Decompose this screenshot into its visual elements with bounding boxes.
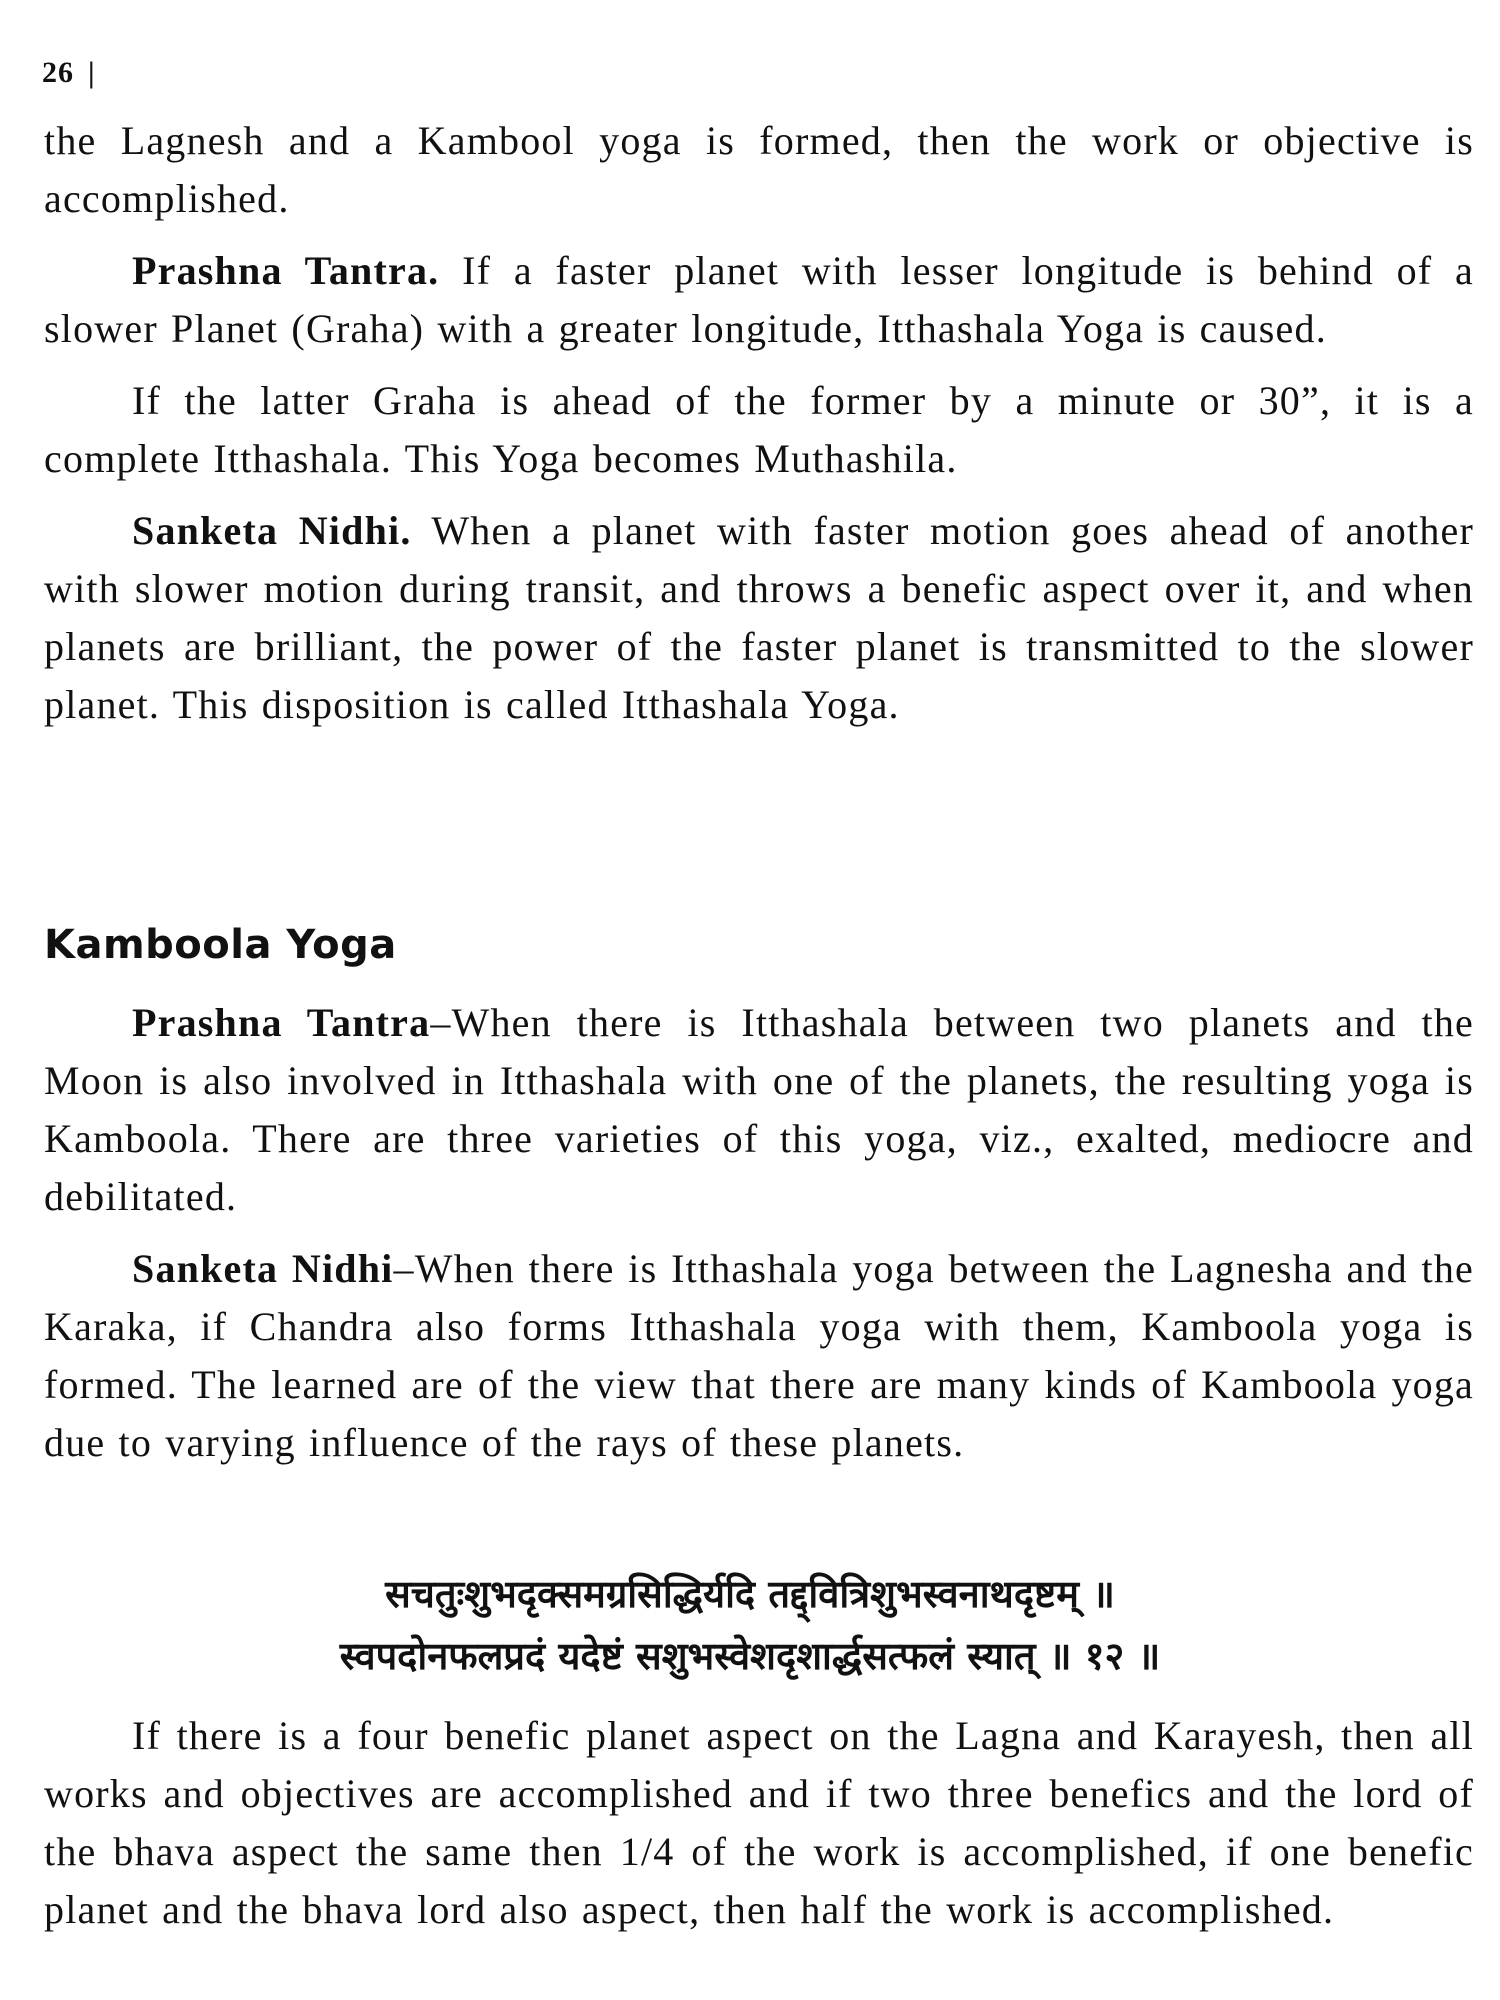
page-header (42, 56, 96, 90)
source-label-prashna-tantra: Prashna Tantra (132, 1000, 431, 1045)
verse-line-1: सचतुःशुभदृक्समग्रसिद्धिर्यदि तद्द्वित्रिशुभस्वनाथदृष्टम् ॥ (385, 1572, 1115, 1616)
page-number: 26 (42, 56, 74, 89)
paragraph-verse-translation: If there is a four benefic planet aspect on the Lagna and Karayesh, then all works and objectives are accomplished and if two three benefics and the lord of the bhava aspect the same then 1/4 of the work is accomplished, if one benefic planet and the bhava lord also aspect, then half the work is accomplished. (44, 1713, 1474, 1932)
source-label-sanketa-nidhi: Sanketa Nidhi. (132, 508, 412, 553)
paragraph-continuation: the Lagnesh and a Kambool yoga is formed, then the work or objective is accomplished. (44, 118, 1474, 221)
paragraph-sanketa-nidhi-kamboola (44, 1240, 1474, 1472)
paragraph-prashna-tantra (44, 242, 1474, 358)
paragraph-prashna-tantra-kamboola (44, 994, 1474, 1226)
paragraph-complete-itthashala: If the latter Graha is ahead of the former by a minute or 30”, it is a complete Itthashala. This Yoga becomes Muthashila. (44, 378, 1474, 481)
paragraph-sanketa-nidhi (44, 502, 1474, 734)
paragraph-text: –When there is Itthashala between two planets and the Moon is also involved in Itthashala with one of the planets, the resulting yoga is Kamboola. There are three varieties of this yoga, viz., exalted, mediocre and debilitated. (44, 1000, 1474, 1219)
paragraph-text: If a faster planet with lesser longitude is behind of a slower Planet (Graha) with a greater longitude, Itthashala Yoga is caused. (44, 248, 1474, 351)
page-separator: | (88, 56, 96, 89)
source-label-sanketa-nidhi: Sanketa Nidhi (132, 1246, 394, 1291)
section-heading: Kamboola Yoga (44, 922, 397, 968)
text-block-intro (44, 112, 1474, 734)
paragraph-text: –When there is Itthashala yoga between the Lagnesha and the Karaka, if Chandra also forms Itthashala yoga with them, Kamboola yoga is formed. The learned are of the view that there are many kinds of Kamboola yoga due to varying influence of the rays of these planets. (44, 1246, 1474, 1465)
sanskrit-verse (0, 1563, 1500, 1687)
text-block-kamboola (44, 994, 1474, 1472)
source-label-prashna-tantra: Prashna Tantra. (132, 248, 440, 293)
verse-line-2: स्वपदोनफलप्रदं यदेष्टं सशुभस्वेशदृशार्द्धसत्फलं स्यात् ॥ १२ ॥ (339, 1634, 1161, 1678)
paragraph-text: When a planet with faster motion goes ahead of another with slower motion during transit, and throws a benefic aspect over it, and when planets are brilliant, the power of the faster planet is transmitted to the slower planet. This disposition is called Itthashala Yoga. (44, 508, 1474, 727)
text-block-translation (44, 1707, 1474, 1939)
